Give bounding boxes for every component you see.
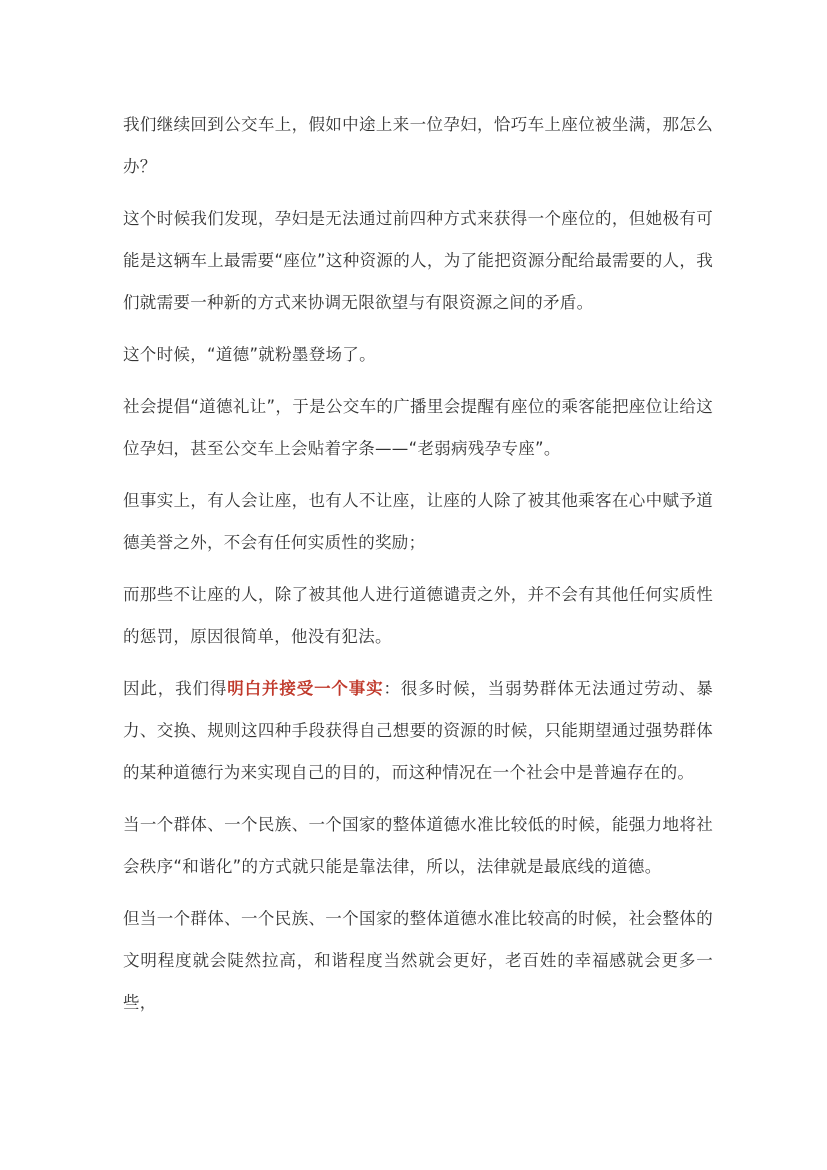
document-body bbox=[123, 104, 713, 1034]
paragraph-3: 这个时候，“道德”就粉墨登场了。 bbox=[123, 345, 376, 364]
paragraph-6: 而那些不让座的人，除了被其他人进行道德谴责之外，并不会有其他任何实质性的惩罚，原因很简单，他没有犯法。 bbox=[123, 585, 713, 646]
paragraph-8: 当一个群体、一个民族、一个国家的整体道德水准比较低的时候，能强力地将社会秩序“和谐化”的方式就只能是靠法律，所以，法律就是最底线的道德。 bbox=[123, 815, 713, 876]
paragraph-1: 我们继续回到公交车上，假如中途上来一位孕妇，恰巧车上座位被坐满，那怎么办？ bbox=[123, 115, 713, 176]
paragraph-7 bbox=[123, 668, 713, 794]
paragraph-2: 这个时候我们发现，孕妇是无法通过前四种方式来获得一个座位的，但她极有可能是这辆车上最需要“座位”这种资源的人，为了能把资源分配给最需要的人，我们就需要一种新的方式来协调无限欲望与有限资源之间的矛盾。 bbox=[123, 209, 713, 312]
paragraph-4: 社会提倡“道德礼让”，于是公交车的广播里会提醒有座位的乘客能把座位让给这位孕妇，甚至公交车上会贴着字条——“老弱病残孕专座”。 bbox=[123, 397, 713, 458]
paragraph-5: 但事实上，有人会让座，也有人不让座，让座的人除了被其他乘客在心中赋予道德美誉之外，不会有任何实质性的奖励； bbox=[123, 491, 713, 552]
highlighted-phrase: 明白并接受一个事实 bbox=[227, 679, 384, 698]
paragraph-7-rest: ：很多时候，当弱势群体无法通过劳动、暴力、交换、规则这四种手段获得自己想要的资源的时候，只能期望通过强势群体的某种道德行为来实现自己的目的，而这种情况在一个社会中是普遍存在的。 bbox=[123, 679, 713, 782]
paragraph-9: 但当一个群体、一个民族、一个国家的整体道德水准比较高的时候，社会整体的文明程度就会陡然拉高，和谐程度当然就会更好，老百姓的幸福感就会更多一些， bbox=[123, 909, 713, 1012]
paragraph-7-lead: 因此，我们得 bbox=[123, 679, 228, 698]
